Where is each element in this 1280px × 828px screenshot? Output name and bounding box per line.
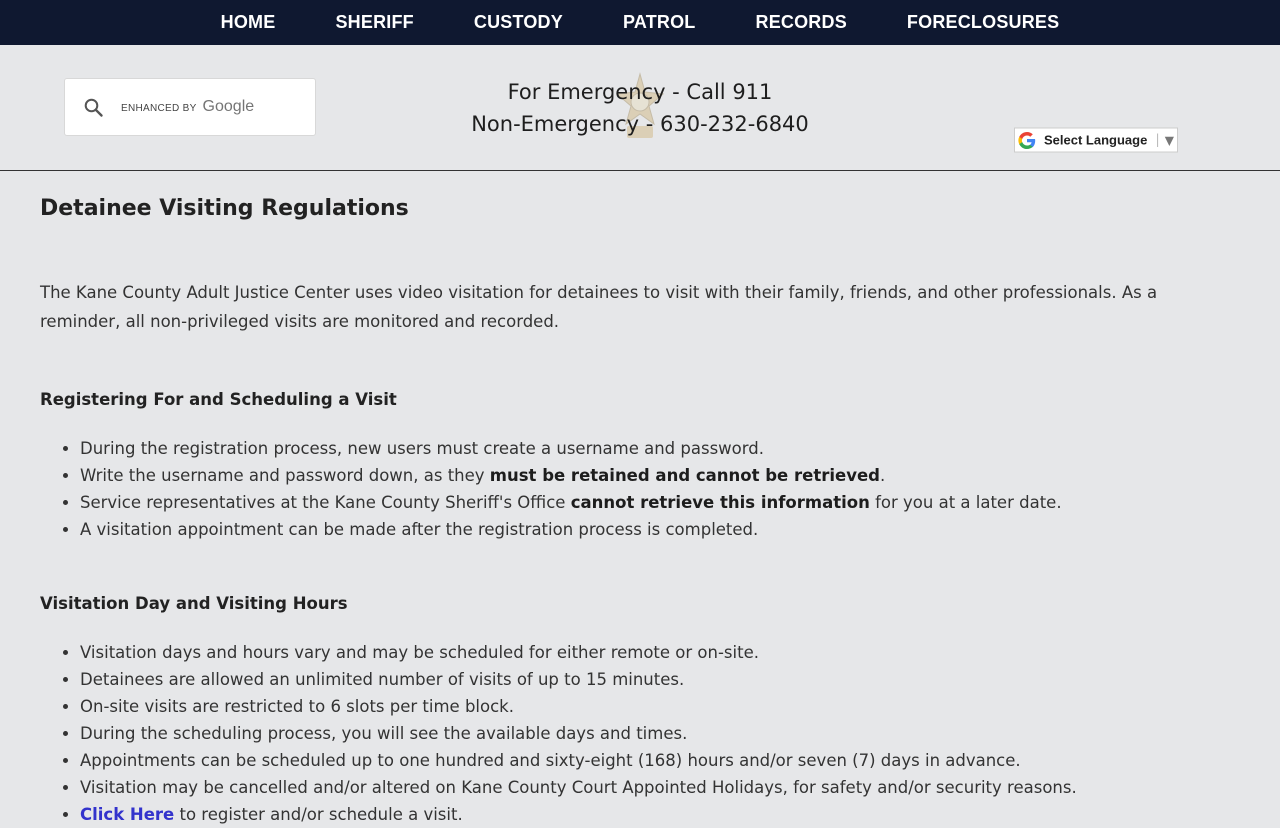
list-item: • Visitation may be cancelled and/or altered on Kane County Court Appointed Holidays, for safety and/or security reasons. xyxy=(80,774,1240,801)
nav-item-sheriff[interactable]: SHERIFF xyxy=(335,12,414,32)
list-item-text: for you at a later date. xyxy=(869,493,1062,512)
section-heading-visiting-hours: Visitation Day and Visiting Hours xyxy=(40,594,348,613)
list-item-text: . xyxy=(879,466,886,485)
non-emergency-line: Non-Emergency - 630-232-6840 xyxy=(471,112,809,136)
google-logo: Google xyxy=(202,98,255,115)
nav-item-foreclosures[interactable]: FORECLOSURES xyxy=(906,12,1060,32)
register-schedule-link[interactable]: Click Here xyxy=(80,805,175,824)
list-item xyxy=(80,462,1240,489)
list-item-text: Service representatives at the Kane County Sheriff's Office xyxy=(80,493,571,512)
nav-item-home[interactable]: HOME xyxy=(220,12,276,32)
nav-item-patrol[interactable]: PATROL xyxy=(622,12,696,32)
list-item: • Visitation days and hours vary and may be scheduled for either remote or on-site. xyxy=(80,639,1240,666)
list-item: • Appointments can be scheduled up to one hundred and sixty-eight (168) hours and/or seven (7) days in advance. xyxy=(80,747,1240,774)
visiting-hours-list xyxy=(40,639,1240,828)
page-title: Detainee Visiting Regulations xyxy=(40,196,409,221)
intro-paragraph: The Kane County Adult Justice Center uses video visitation for detainees to visit with their family, friends, and other professionals. As a reminder, all non-privileged visits are monitored and recorded. xyxy=(40,283,1158,331)
google-g-icon xyxy=(1017,130,1037,150)
dropdown-arrow-icon[interactable]: ▼ xyxy=(1164,133,1174,147)
list-item-emphasis: must be retained and cannot be retrieved xyxy=(489,466,880,485)
select-divider: | xyxy=(1155,132,1160,148)
list-item xyxy=(80,489,1240,516)
nav-item-records[interactable]: RECORDS xyxy=(755,12,847,32)
list-item-text: to register and/or schedule a visit. xyxy=(174,805,463,824)
list-item: • During the scheduling process, you will see the available days and times. xyxy=(80,720,1240,747)
nav-menu xyxy=(191,12,1090,33)
list-item: • A visitation appointment can be made after the registration process is completed. xyxy=(80,516,1240,543)
list-item-text: Write the username and password down, as they xyxy=(80,466,490,485)
list-item xyxy=(80,801,1240,828)
main-content xyxy=(0,171,1280,828)
list-item: • Detainees are allowed an unlimited number of visits of up to 15 minutes. xyxy=(80,666,1240,693)
site-header xyxy=(0,45,1280,171)
list-item: • On-site visits are restricted to 6 slots per time block. xyxy=(80,693,1240,720)
registering-list xyxy=(40,435,1240,543)
list-item-emphasis: cannot retrieve this information xyxy=(570,493,870,512)
language-select-label: Select Language xyxy=(1044,132,1148,148)
language-select[interactable] xyxy=(1014,128,1178,153)
list-item: • During the registration process, new users must create a username and password. xyxy=(80,435,1240,462)
enhanced-by-label: ENHANCED BY xyxy=(121,103,197,114)
section-heading-registering: Registering For and Scheduling a Visit xyxy=(40,390,397,409)
nav-item-custody[interactable]: CUSTODY xyxy=(473,12,563,32)
emergency-line: For Emergency - Call 911 xyxy=(507,80,773,104)
top-navigation xyxy=(0,0,1280,45)
